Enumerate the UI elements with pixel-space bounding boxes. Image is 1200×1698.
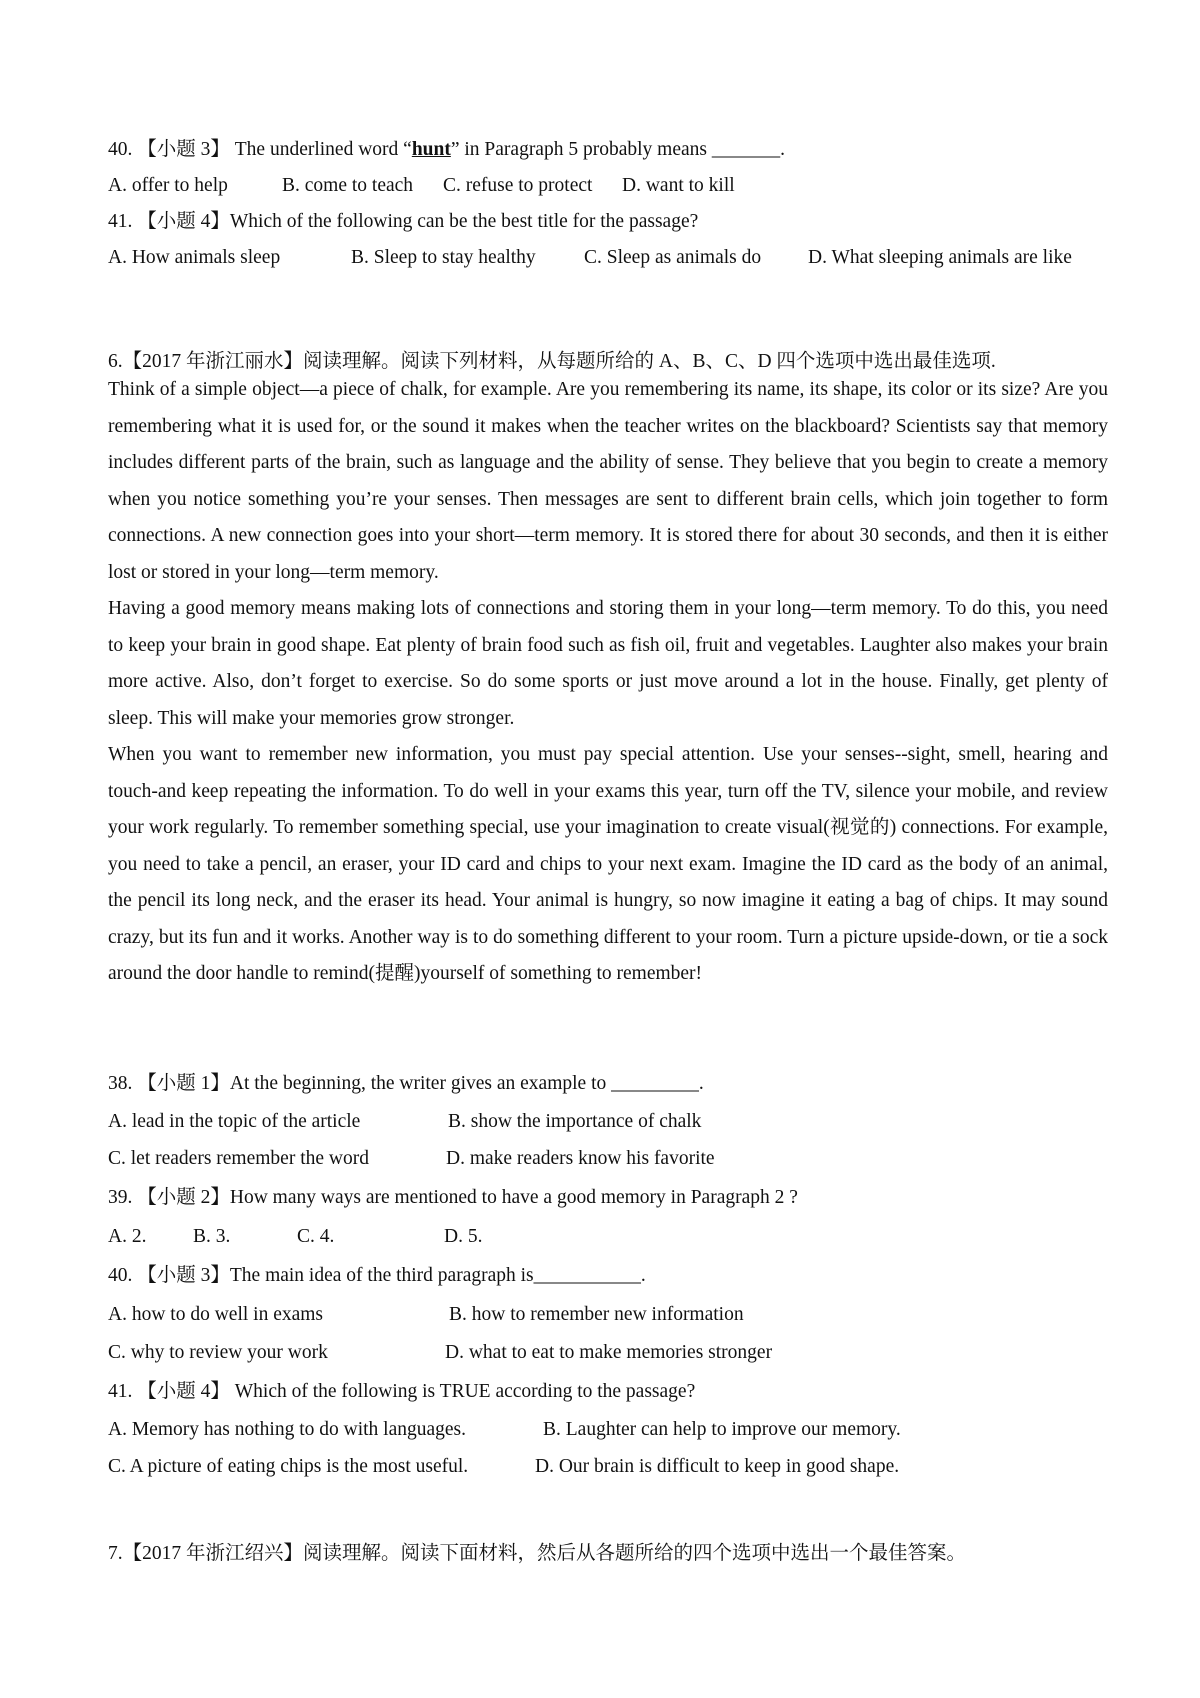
- section-6-heading: 6.【2017 年浙江丽水】阅读理解。阅读下列材料，从每题所给的 A、B、C、D 四个选项中选出最佳选项.: [108, 351, 996, 372]
- option-c: C. Sleep as animals do: [584, 247, 762, 268]
- question-41-prev: 41. 【小题 4】Which of the following can be the best title for the passage?: [108, 211, 699, 232]
- option-a: A. lead in the topic of the article: [108, 1111, 361, 1132]
- option-a: A. Memory has nothing to do with languages.: [108, 1419, 466, 1440]
- option-d: D. what to eat to make memories stronger: [445, 1342, 773, 1363]
- option-c: C. 4.: [297, 1226, 335, 1247]
- option-b: B. how to remember new information: [449, 1304, 744, 1325]
- question-41: 41. 【小题 4】 Which of the following is TRUE according to the passage?: [108, 1381, 696, 1402]
- option-b: B. come to teach: [282, 175, 414, 196]
- option-a: A. offer to help: [108, 175, 228, 196]
- section-7-heading: 7.【2017 年浙江绍兴】阅读理解。阅读下面材料，然后从各题所给的四个选项中选出一个最佳答案。: [108, 1543, 967, 1564]
- question-39: 39. 【小题 2】How many ways are mentioned to have a good memory in Paragraph 2 ?: [108, 1187, 798, 1208]
- question-38: 38. 【小题 1】At the beginning, the writer gives an example to _________.: [108, 1073, 704, 1094]
- question-40: 40. 【小题 3】The main idea of the third paragraph is___________.: [108, 1265, 646, 1286]
- passage-paragraph-1: Think of a simple object—a piece of chalk, for example. Are you remembering its name, its shape, its color or its size? Are you remembering what it is used for, or the sound it makes when the teacher writes on the blackboard? Scientists say that memory includes different parts of the brain, such as language and the ability of sense. They believe that you begin to create a memory when you notice something you’re your senses. Then messages are sent to different brain cells, which join together to form connections. A new connection goes into your short—term memory. It is stored there for about 30 seconds, and then it is either lost or stored in your long—term memory.: [108, 379, 1108, 583]
- passage-paragraph-3: When you want to remember new information, you must pay special attention. Use your senses--sight, smell, hearing and touch-and keep repeating the information. To do well in your exams this year, turn off the TV, silence your mobile, and review your work regularly. To remember something special, use your imagination to create visual(视觉的) connections. For example, you need to take a pencil, an eraser, your ID card and chips to your next exam. Imagine the ID card as the body of an animal, the pencil its long neck, and the eraser its head. Your animal is hungry, so now imagine it eating a bag of chips. It may sound crazy, but its fun and it works. Another way is to do something different to your room. Turn a picture upside-down, or tie a sock around the door handle to remind(提醒)yourself of something to remember!: [108, 744, 1108, 984]
- option-b: B. Laughter can help to improve our memory.: [543, 1419, 901, 1440]
- option-b: B. show the importance of chalk: [448, 1111, 702, 1132]
- option-c: C. refuse to protect: [443, 175, 593, 196]
- option-c: C. why to review your work: [108, 1342, 328, 1363]
- question-40-suffix: ” in Paragraph 5 probably means _______.: [450, 139, 785, 160]
- passage-paragraph-2: Having a good memory means making lots of connections and storing them in your long—term memory. To do this, you need to keep your brain in good shape. Eat plenty of brain food such as fish oil, fruit and vegetables. Laughter also makes your brain more active. Also, don’t forget to exercise. So do some sports or just move around a lot in the house. Finally, get plenty of sleep. This will make your memories grow stronger.: [108, 598, 1108, 729]
- option-a: A. How animals sleep: [108, 247, 281, 268]
- option-b: B. Sleep to stay healthy: [351, 247, 536, 268]
- option-d: D. Our brain is difficult to keep in good shape.: [535, 1456, 900, 1477]
- option-d: D. 5.: [444, 1226, 483, 1247]
- option-b: B. 3.: [193, 1226, 231, 1247]
- option-c: C. A picture of eating chips is the most useful.: [108, 1456, 469, 1477]
- option-d: D. What sleeping animals are like: [808, 247, 1072, 268]
- question-40-prefix: 40. 【小题 3】 The underlined word “: [108, 139, 412, 160]
- option-a: A. 2.: [108, 1226, 147, 1247]
- option-d: D. make readers know his favorite: [446, 1148, 715, 1169]
- option-a: A. how to do well in exams: [108, 1304, 324, 1325]
- option-c: C. let readers remember the word: [108, 1148, 369, 1169]
- underlined-word: hunt: [411, 139, 451, 160]
- question-40-prev: [108, 138, 785, 162]
- option-d: D. want to kill: [622, 175, 735, 196]
